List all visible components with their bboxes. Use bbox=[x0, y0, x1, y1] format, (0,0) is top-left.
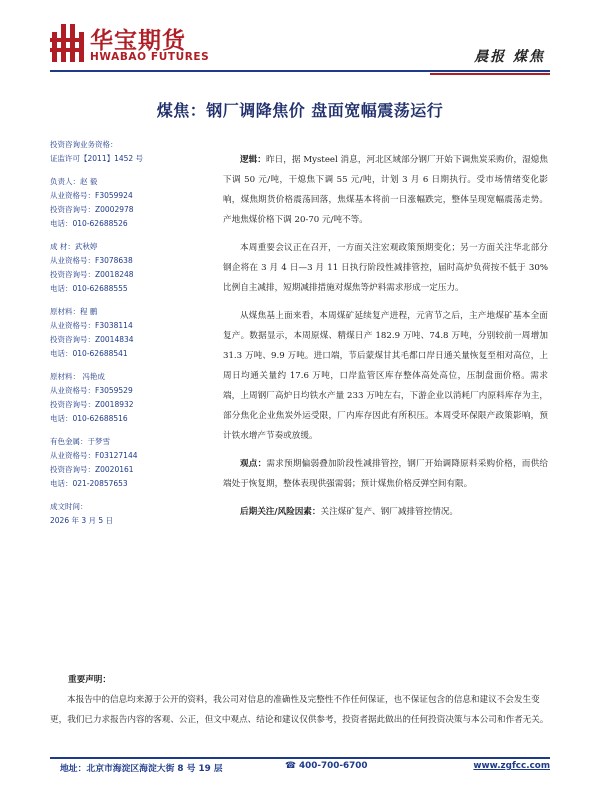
analyst-license: 从业资格号：F3059529 bbox=[50, 386, 133, 395]
logic-label: 逻辑： bbox=[240, 155, 266, 165]
analyst-license: 从业资格号：F3038114 bbox=[50, 321, 133, 330]
report-date: 2026 年 3 月 5 日 bbox=[50, 516, 114, 525]
header-stripes bbox=[50, 70, 550, 78]
header-stripe bbox=[50, 70, 550, 72]
logo-chinese-name: 华宝期货 bbox=[90, 28, 186, 54]
analyst-consult-no: 投资咨询号：Z0020161 bbox=[50, 465, 134, 474]
analyst-role: 原材料：程 鹏 bbox=[50, 307, 98, 316]
analyst-block bbox=[50, 370, 210, 426]
disclaimer bbox=[50, 670, 550, 730]
footer-divider bbox=[50, 757, 550, 759]
risk-text: 关注煤矿复产、钢厂减排管控情况。 bbox=[320, 507, 458, 517]
analyst-license: 从业资格号：F03127144 bbox=[50, 451, 138, 460]
analyst-consult-no: 投资咨询号：Z0014834 bbox=[50, 335, 134, 344]
logo-english-name: HWABAO FUTURES bbox=[90, 51, 210, 63]
date-label: 成文时间： bbox=[50, 502, 88, 511]
qualification-block bbox=[50, 138, 210, 166]
analyst-block bbox=[50, 435, 210, 491]
header-stripe-red bbox=[430, 73, 550, 75]
disclaimer-title: 重要声明： bbox=[68, 675, 111, 685]
analyst-block bbox=[50, 175, 210, 231]
analyst-role: 有色金属：于梦雪 bbox=[50, 437, 110, 446]
analyst-block bbox=[50, 305, 210, 361]
analyst-block bbox=[50, 240, 210, 296]
view-paragraph bbox=[223, 454, 548, 494]
analyst-consult-no: 投资咨询号：Z0002978 bbox=[50, 205, 134, 214]
logic-paragraph bbox=[223, 150, 548, 230]
footer-address: 地址：北京市海淀区海淀大街 8 号 19 层 bbox=[60, 764, 223, 774]
meeting-paragraph: 本周重要会议正在召开，一方面关注宏观政策预期变化；另一方面关注华北部分钢企将在 3 月 4 日—3 月 11 日执行阶段性减排管控，届时高炉负荷按不低于 30%比例自主减排，短期减排措施对煤焦等炉料需求形成一定压力。 bbox=[223, 243, 548, 293]
analyst-role: 负责人：赵 毅 bbox=[50, 177, 98, 186]
footer-phone: ☎ 400-700-6700 bbox=[285, 761, 368, 771]
analyst-license: 从业资格号：F3059924 bbox=[50, 191, 133, 200]
risk-label: 后期关注/风险因素： bbox=[240, 507, 321, 517]
page-title: 煤焦：钢厂调降焦价 盘面宽幅震荡运行 bbox=[156, 101, 444, 120]
analyst-role: 原材料： 冯艳成 bbox=[50, 372, 105, 381]
logic-text: 昨日，据 Mysteel 消息，河北区域部分钢厂开始下调焦炭采购价，湿熄焦下调 50 元/吨，干熄焦下调 55 元/吨，计划 3 月 6 日期执行。受市场情绪变化影响，煤焦期货价格震荡回落，焦煤基本将前一日涨幅跌完，整体呈现宽幅震荡走势。产地焦煤价格下调 20-70 元/吨不等。 bbox=[223, 155, 548, 225]
analyst-phone: 电话：010-62688541 bbox=[50, 349, 128, 358]
risk-paragraph bbox=[223, 502, 548, 522]
report-body bbox=[223, 150, 548, 530]
view-text: 需求预期偏弱叠加阶段性减排管控，钢厂开始调降原料采购价格，而供给端处于恢复期，整体表现供强需弱；预计煤焦价格反弹空间有限。 bbox=[223, 459, 548, 489]
footer-website-link[interactable]: www.zgfcc.com bbox=[473, 761, 550, 771]
analyst-sidebar bbox=[50, 138, 210, 537]
fundamentals-paragraph: 从煤焦基上面来看，本周煤矿延续复产进程，元宵节之后，主产地煤矿基本全面复产。数据显示，本周原煤、精煤日产 182.9 万吨、74.8 万吨，分别较前一周增加 31.3 万吨、9.9 万吨。进口端，节后蒙煤甘其毛都口岸日通关量恢复至相对高位，上周日均通关量约 17.6 万吨，口岸监管区库存整体高处高位，压制盘面价格。需求端，上周钢厂高炉日均铁水产量 233 万吨左右，下游企业以消耗厂内原料库存为主，部分焦化企业焦炭外运受限，厂内库存因此有所积压。本周受环保限产政策影响，预计铁水增产节奏或放缓。 bbox=[223, 311, 548, 441]
analyst-phone: 电话：010-62688526 bbox=[50, 219, 128, 228]
analyst-consult-no: 投资咨询号：Z0018932 bbox=[50, 400, 134, 409]
qualification-line: 投资咨询业务资格： bbox=[50, 140, 118, 149]
qualification-line: 证监许可【2011】1452 号 bbox=[50, 154, 144, 163]
hwabao-logo-icon bbox=[50, 22, 84, 64]
analyst-phone: 电话：010-62688516 bbox=[50, 414, 128, 423]
analyst-consult-no: 投资咨询号：Z0018248 bbox=[50, 270, 134, 279]
report-type-label: 晨报 煤焦 bbox=[474, 49, 545, 65]
view-label: 观点： bbox=[240, 459, 267, 469]
analyst-phone: 电话：010-62688555 bbox=[50, 284, 128, 293]
date-block bbox=[50, 500, 210, 528]
company-logo bbox=[50, 22, 230, 66]
analyst-phone: 电话：021-20857653 bbox=[50, 479, 128, 488]
analyst-role: 成 材：武秋婷 bbox=[50, 242, 98, 251]
analyst-license: 从业资格号：F3078638 bbox=[50, 256, 133, 265]
disclaimer-body: 本报告中的信息均来源于公开的资料，我公司对信息的准确性及完整性不作任何保证，也不保证包含的信息和建议不会发生变更，我们已力求报告内容的客观、公正，但文中观点、结论和建议仅供参考，投资者据此做出的任何投资决策与本公司和作者无关。 bbox=[50, 695, 549, 725]
